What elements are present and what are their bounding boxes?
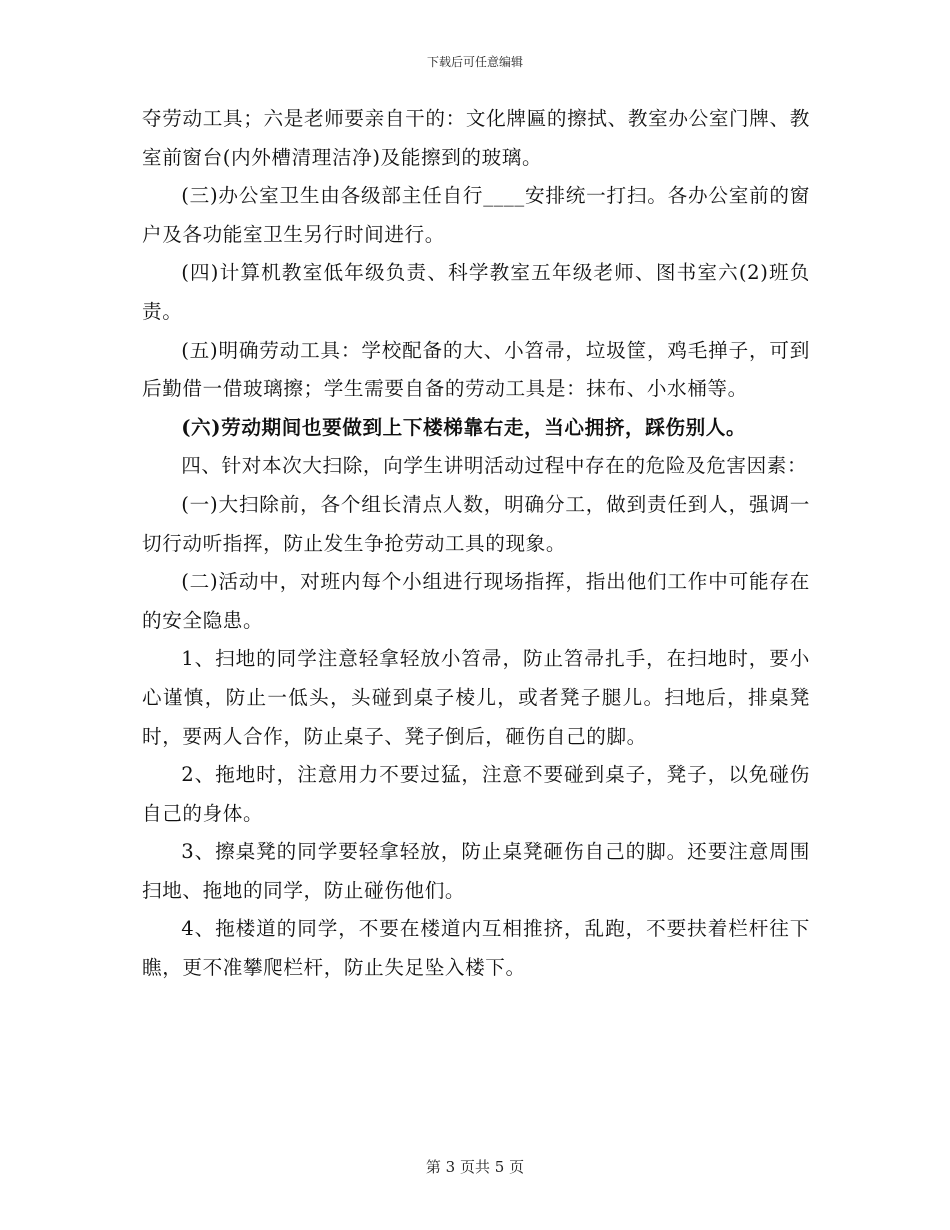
paragraph-point-2: 2、拖地时，注意用力不要过猛，注意不要碰到桌子，凳子，以免碰伤自己的身体。 <box>142 763 810 825</box>
page-footer: 第 3 页共 5 页 <box>425 1158 525 1176</box>
paragraph-continuation: 夺劳动工具；六是老师要亲自干的：文化牌匾的擦拭、教室办公室门牌、教室前窗台(内外槽清理洁净)及能擦到的玻璃。 <box>142 107 810 169</box>
paragraph-item-5: (五)明确劳动工具：学校配备的大、小笤帚，垃圾筐，鸡毛掸子，可到后勤借一借玻璃擦；学生需要自备的劳动工具是：抹布、小水桶等。 <box>142 338 810 401</box>
section-heading-4: 四、针对本次大扫除，向学生讲明活动过程中存在的危险及危害因素： <box>181 454 808 478</box>
paragraph-point-3: 3、擦桌凳的同学要轻拿轻放，防止桌凳砸伤自己的脚。还要注意周围扫地、拖地的同学，防止碰伤他们。 <box>142 840 810 902</box>
page-header: 下载后可任意编辑 <box>426 55 523 69</box>
document-body <box>142 100 810 988</box>
paragraph-sub-1: (一)大扫除前，各个组长清点人数，明确分工，做到责任到人，强调一切行动听指挥，防止发生争抢劳动工具的现象。 <box>142 492 810 555</box>
paragraph-item-3: (三)办公室卫生由各级部主任自行____安排统一打扫。各办公室前的窗户及各功能室卫生另行时间进行。 <box>142 184 810 246</box>
paragraph-sub-2: (二)活动中，对班内每个小组进行现场指挥，指出他们工作中可能存在的安全隐患。 <box>142 570 810 632</box>
paragraph-point-4: 4、拖楼道的同学，不要在楼道内互相推挤，乱跑，不要扶着栏杆往下瞧，更不准攀爬栏杆，防止失足坠入楼下。 <box>142 917 810 980</box>
paragraph-item-4: (四)计算机教室低年级负责、科学教室五年级老师、图书室六(2)班负责。 <box>142 261 810 323</box>
paragraph-point-1: 1、扫地的同学注意轻拿轻放小笤帚，防止笤帚扎手，在扫地时，要小心谨慎，防止一低头，头碰到桌子棱儿，或者凳子腿儿。扫地后，排桌凳时，要两人合作，防止桌子、凳子倒后，砸伤自己的脚。 <box>142 647 810 748</box>
paragraph-item-6: (六)劳动期间也要做到上下楼梯靠右走，当心拥挤，踩伤别人。 <box>181 415 747 439</box>
